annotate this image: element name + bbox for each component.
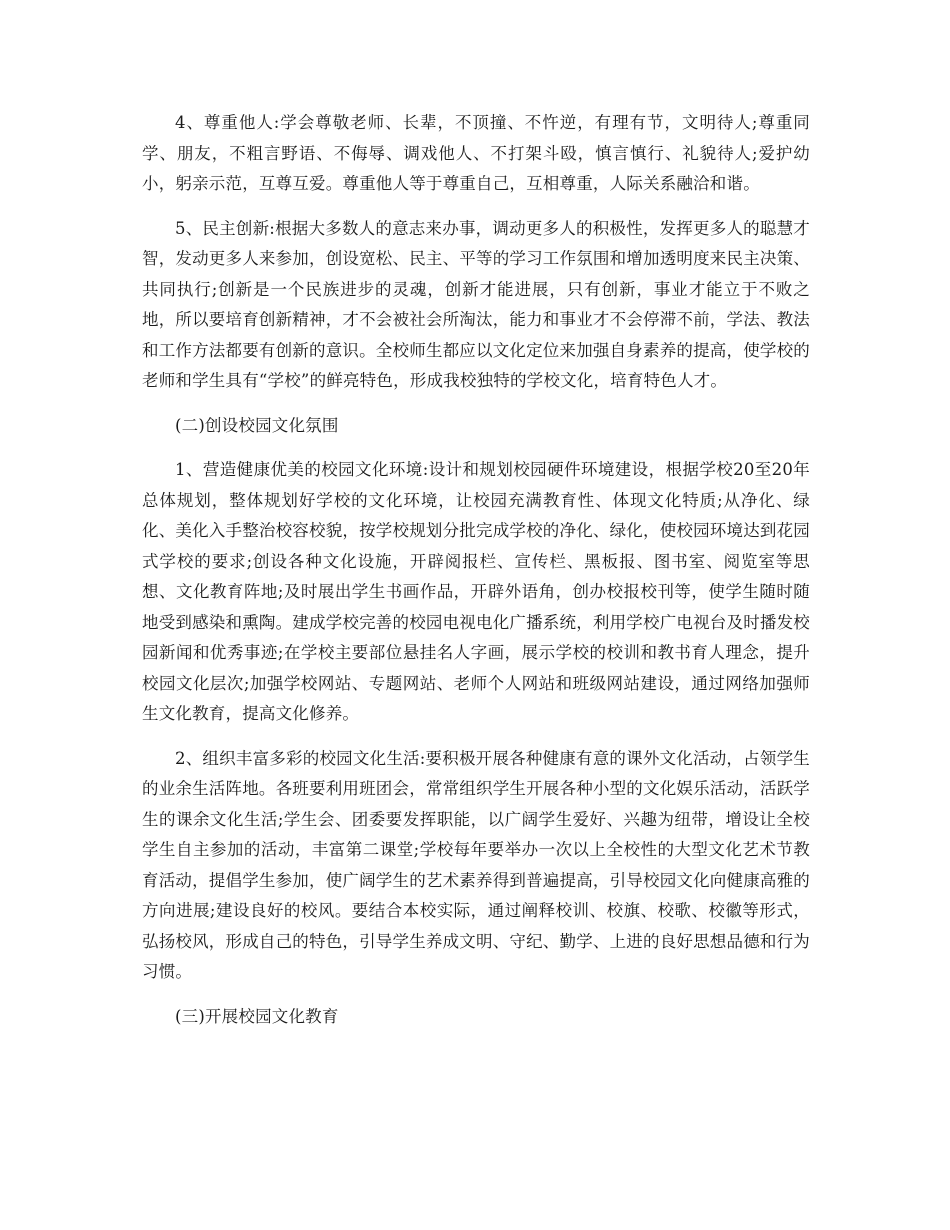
paragraph-democratic-innovation: 5、民主创新:根据大多数人的意志来办事，调动更多人的积极性，发挥更多人的聪慧才智，发动更多人来参加，创设宽松、民主、平等的学习工作氛围和增加透明度来民主决策、共同执行;创新是一个民族进步的灵魂，创新才能进展，只有创新，事业才能立于不败之地，所以要培育创新精神，才不会被社会所淘汰，能力和事业才不会停滞不前，学法、教法和工作方法都要有创新的意识。全校师生都应以文化定位来加强自身素养的提高，使学校的老师和学生具有“学校”的鲜亮特色，形成我校独特的学校文化，培育特色人才。 <box>142 218 810 390</box>
paragraph-campus-cultural-life: 2、组织丰富多彩的校园文化生活:要积极开展各种健康有意的课外文化活动，占领学生的业余生活阵地。各班要利用班团会，常常组织学生开展各种小型的文化娱乐活动，活跃学生的课余文化生活;学生会、团委要发挥职能，以广阔学生爱好、兴趣为纽带，增设让全校学生自主参加的活动，丰富第二课堂;学校每年要举办一次以上全校性的大型文化艺术节教育活动，提倡学生参加，使广阔学生的艺术素养得到普遍提高，引导校园文化向健康高雅的方向进展;建设良好的校风。要结合本校实际，通过阐释校训、校旗、校歌、校徽等形式，弘扬校风，形成自己的特色，引导学生养成文明、守纪、勤学、上进的良好思想品德和行为习惯。 <box>142 748 810 981</box>
paragraph-campus-environment: 1、营造健康优美的校园文化环境:设计和规划校园硬件环境建设，根据学校20至20年总体规划，整体规划好学校的文化环境，让校园充满教育性、体现文化特质;从净化、绿化、美化入手整治校容校貌，按学校规划分批完成学校的净化、绿化，使校园环境达到花园式学校的要求;创设各种文化设施，开辟阅报栏、宣传栏、黑板报、图书室、阅览室等思想、文化教育阵地;及时展出学生书画作品，开辟外语角，创办校报校刊等，使学生随时随地受到感染和熏陶。建成学校完善的校园电视电化广播系统，利用学校广电视台及时播发校园新闻和优秀事迹;在学校主要部位悬挂名人字画，展示学校的校训和教书育人理念，提升校园文化层次;加强学校网站、专题网站、老师个人网站和班级网站建设，通过网络加强师生文化教育，提高文化修养。 <box>142 460 810 723</box>
section-heading-cultural-education: (三)开展校园文化教育 <box>175 1006 339 1026</box>
section-heading-campus-atmosphere: (二)创设校园文化氛围 <box>175 415 339 435</box>
paragraph-respect-others: 4、尊重他人:学会尊敬老师、长辈，不顶撞、不忤逆，有理有节，文明待人;尊重同学、朋友，不粗言野语、不侮辱、调戏他人、不打架斗殴，慎言慎行、礼貌待人;爱护幼小，躬亲示范，互尊互爱。尊重他人等于尊重自己，互相尊重，人际关系融洽和谐。 <box>142 113 810 193</box>
document-page <box>142 108 810 1046</box>
